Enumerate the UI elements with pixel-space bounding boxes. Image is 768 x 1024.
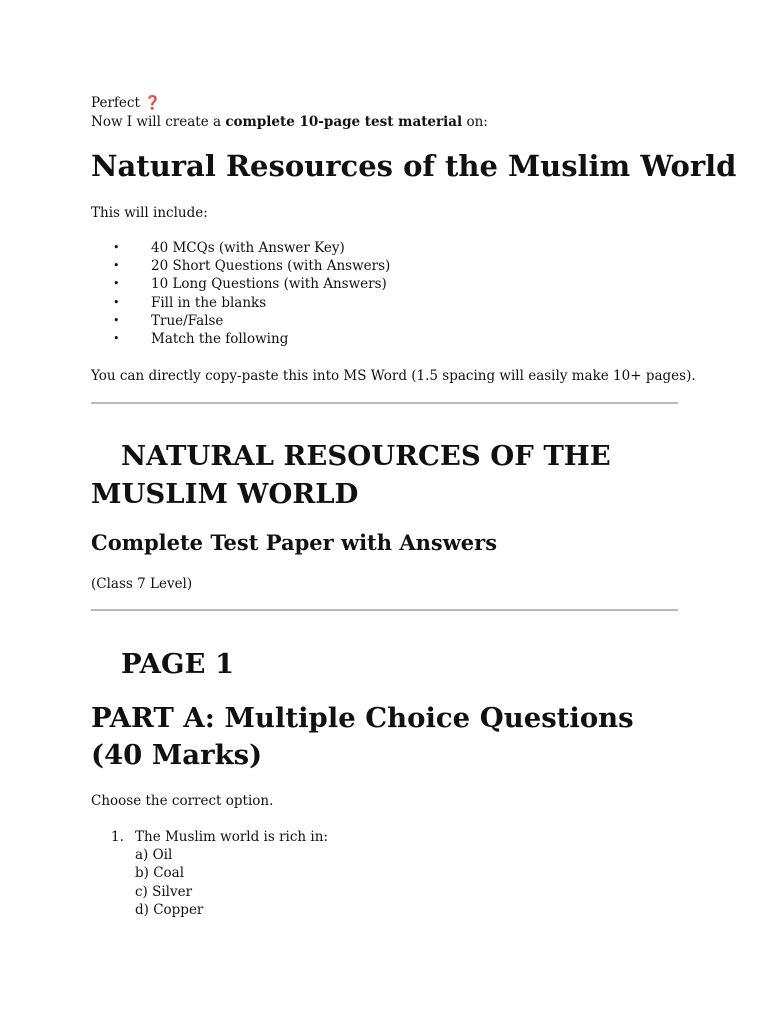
class-level: (Class 7 Level) [91,576,193,592]
part-a-heading: PART A: Multiple Choice Questions (40 Marks) [91,702,634,771]
question-option: b) Coal [135,865,185,882]
will-include-text: This will include: [91,205,208,221]
list-item [91,257,390,275]
question-number: 1. [111,829,124,845]
bullet-icon: • [113,313,120,327]
bullet-icon: • [113,259,120,273]
question-text: The Muslim world is rich in: [135,829,328,845]
paper-title: NATURAL RESOURCES OF THE MUSLIM WORLD [91,440,611,510]
question-item [111,828,328,919]
copy-note: You can directly copy-paste this into MS Word (1.5 spacing will easily make 10+ pages). [91,368,696,384]
question-option: a) Oil [135,847,173,864]
instruction-text: Choose the correct option. [91,793,274,809]
intro-line-2-bold: complete 10-page test material [225,113,463,130]
list-item-label: Fill in the blanks [151,294,267,311]
intro-line-2-suffix: on: [462,113,488,130]
list-item [91,239,390,257]
list-item-label: Match the following [151,330,289,347]
list-item-label: 40 MCQs (with Answer Key) [151,240,345,256]
bullet-icon: • [113,331,120,345]
list-item-label: 10 Long Questions (with Answers) [151,276,387,293]
main-title: Natural Resources of the Muslim World [91,149,737,183]
bullet-icon: • [113,277,120,291]
question-stem [111,828,328,846]
horizontal-divider [91,609,678,611]
question-option: c) Silver [135,883,193,900]
horizontal-divider [91,402,678,404]
paper-subtitle: Complete Test Paper with Answers [91,530,498,555]
list-item-label: True/False [151,312,224,329]
intro-line-2-prefix: Now I will create a [91,113,226,130]
list-item [91,312,390,330]
list-item [91,275,390,293]
intro-line-2 [91,113,488,132]
intro-text [91,94,488,131]
list-item [91,294,390,312]
list-item [91,330,390,348]
intro-line-1: Perfect ❓ [91,95,161,111]
page-number-heading: PAGE 1 [121,648,235,680]
bullet-icon: • [113,241,120,254]
question-option: d) Copper [135,901,204,918]
include-list [91,239,390,348]
bullet-icon: • [113,295,120,309]
list-item-label: 20 Short Questions (with Answers) [151,258,391,275]
